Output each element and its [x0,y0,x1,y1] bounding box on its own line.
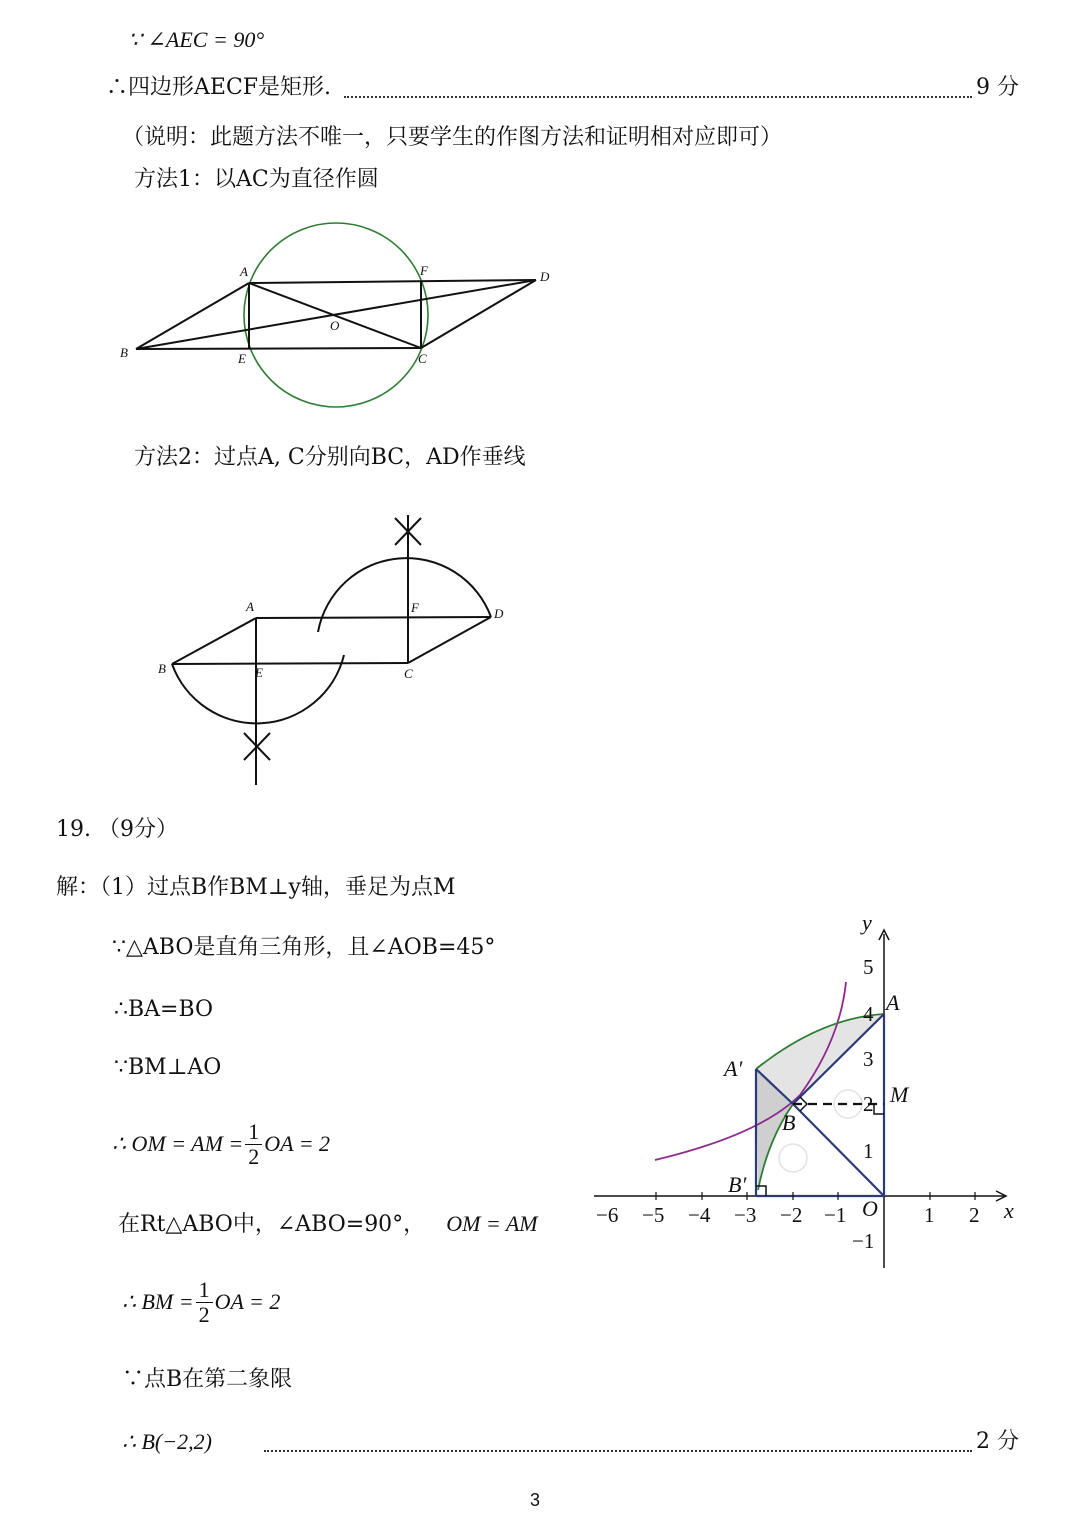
point-aprime-label: A′ [724,1056,743,1081]
score-2: 2 分 [976,1429,1019,1454]
point-m-label: M [890,1082,909,1107]
x-label-neg3: −3 [734,1203,757,1227]
solution-step-2: ∵△ABO是直角三角形，且∠AOB=45° [112,935,496,960]
right-angle-m [874,1104,884,1114]
origin-label: O [862,1196,878,1221]
label-o: O [330,318,340,333]
y-label-3: 3 [863,1047,874,1071]
fraction-num: 1 [245,1120,262,1145]
label-a-2: A [246,599,254,614]
x-label-neg6: −6 [596,1203,619,1227]
point-b-label: B [782,1110,796,1135]
proof-line-rectangle: ∴四边形AECF是矩形. [106,75,332,100]
x-axis-name: x [1004,1198,1014,1223]
fraction-num: 1 [196,1278,213,1303]
label-a: A [240,264,248,279]
proof-line-angle-aec: ∵ ∠AEC = 90° [128,27,265,52]
x-label-neg1: −1 [824,1203,847,1227]
solution-step-8: ∵点B在第二象限 [122,1367,293,1392]
right-angle-bprime [756,1186,766,1196]
solution-step-1: 解：（1）过点B作BM⊥y轴，垂足为点M [56,875,456,900]
label-f: F [420,263,428,278]
label-c: C [418,351,427,366]
label-c-2: C [404,666,413,681]
point-a-label: A [886,990,900,1015]
label-e-2: E [255,665,263,680]
step5-left: ∴ OM = AM = [112,1131,244,1156]
method-2-title: 方法2：过点A, C分别向BC，AD作垂线 [134,445,526,470]
label-d: D [540,269,550,284]
step5-right: OA = 2 [264,1131,331,1156]
label-d-2: D [494,606,504,621]
method-1-title: 方法1：以AC为直径作圆 [134,167,379,192]
step7-right: OA = 2 [214,1289,281,1314]
score-9: 9 分 [976,75,1019,100]
x-label-2: 2 [969,1203,980,1227]
step6-math: OM = AM [446,1211,538,1236]
point-bprime-label: B′ [728,1172,747,1197]
y-axis-name: y [862,910,872,935]
label-e: E [238,351,246,366]
x-label-1: 1 [924,1203,935,1227]
solution-step-9: ∴ B(−2,2) [122,1429,212,1454]
faint-circle-2 [779,1144,807,1172]
fraction-den: 2 [198,1301,210,1327]
step6-text: 在Rt△ABO中，∠ABO=90°， [118,1212,426,1237]
y-label-1: 1 [863,1139,874,1163]
solution-step-4: ∵BM⊥AO [114,1055,222,1080]
question-19-header: 19. （9分） [56,817,178,842]
step7-left: ∴ BM = [122,1289,194,1314]
x-label-neg2: −2 [780,1203,803,1227]
method-note: （说明：此题方法不唯一，只要学生的作图方法和证明相对应即可） [122,125,783,150]
label-b: B [120,345,128,360]
label-b-2: B [158,661,166,676]
y-label-2: 2 [863,1092,874,1116]
solution-step-3: ∴BA=BO [114,997,214,1022]
y-label-4: 4 [863,1002,874,1026]
fraction-den: 2 [248,1143,260,1169]
x-label-neg4: −4 [688,1203,711,1227]
label-f-2: F [411,600,419,615]
y-label-5: 5 [863,955,874,979]
y-label-neg1: −1 [852,1229,875,1253]
x-label-neg5: −5 [642,1203,665,1227]
page-number: 3 [530,1490,541,1510]
